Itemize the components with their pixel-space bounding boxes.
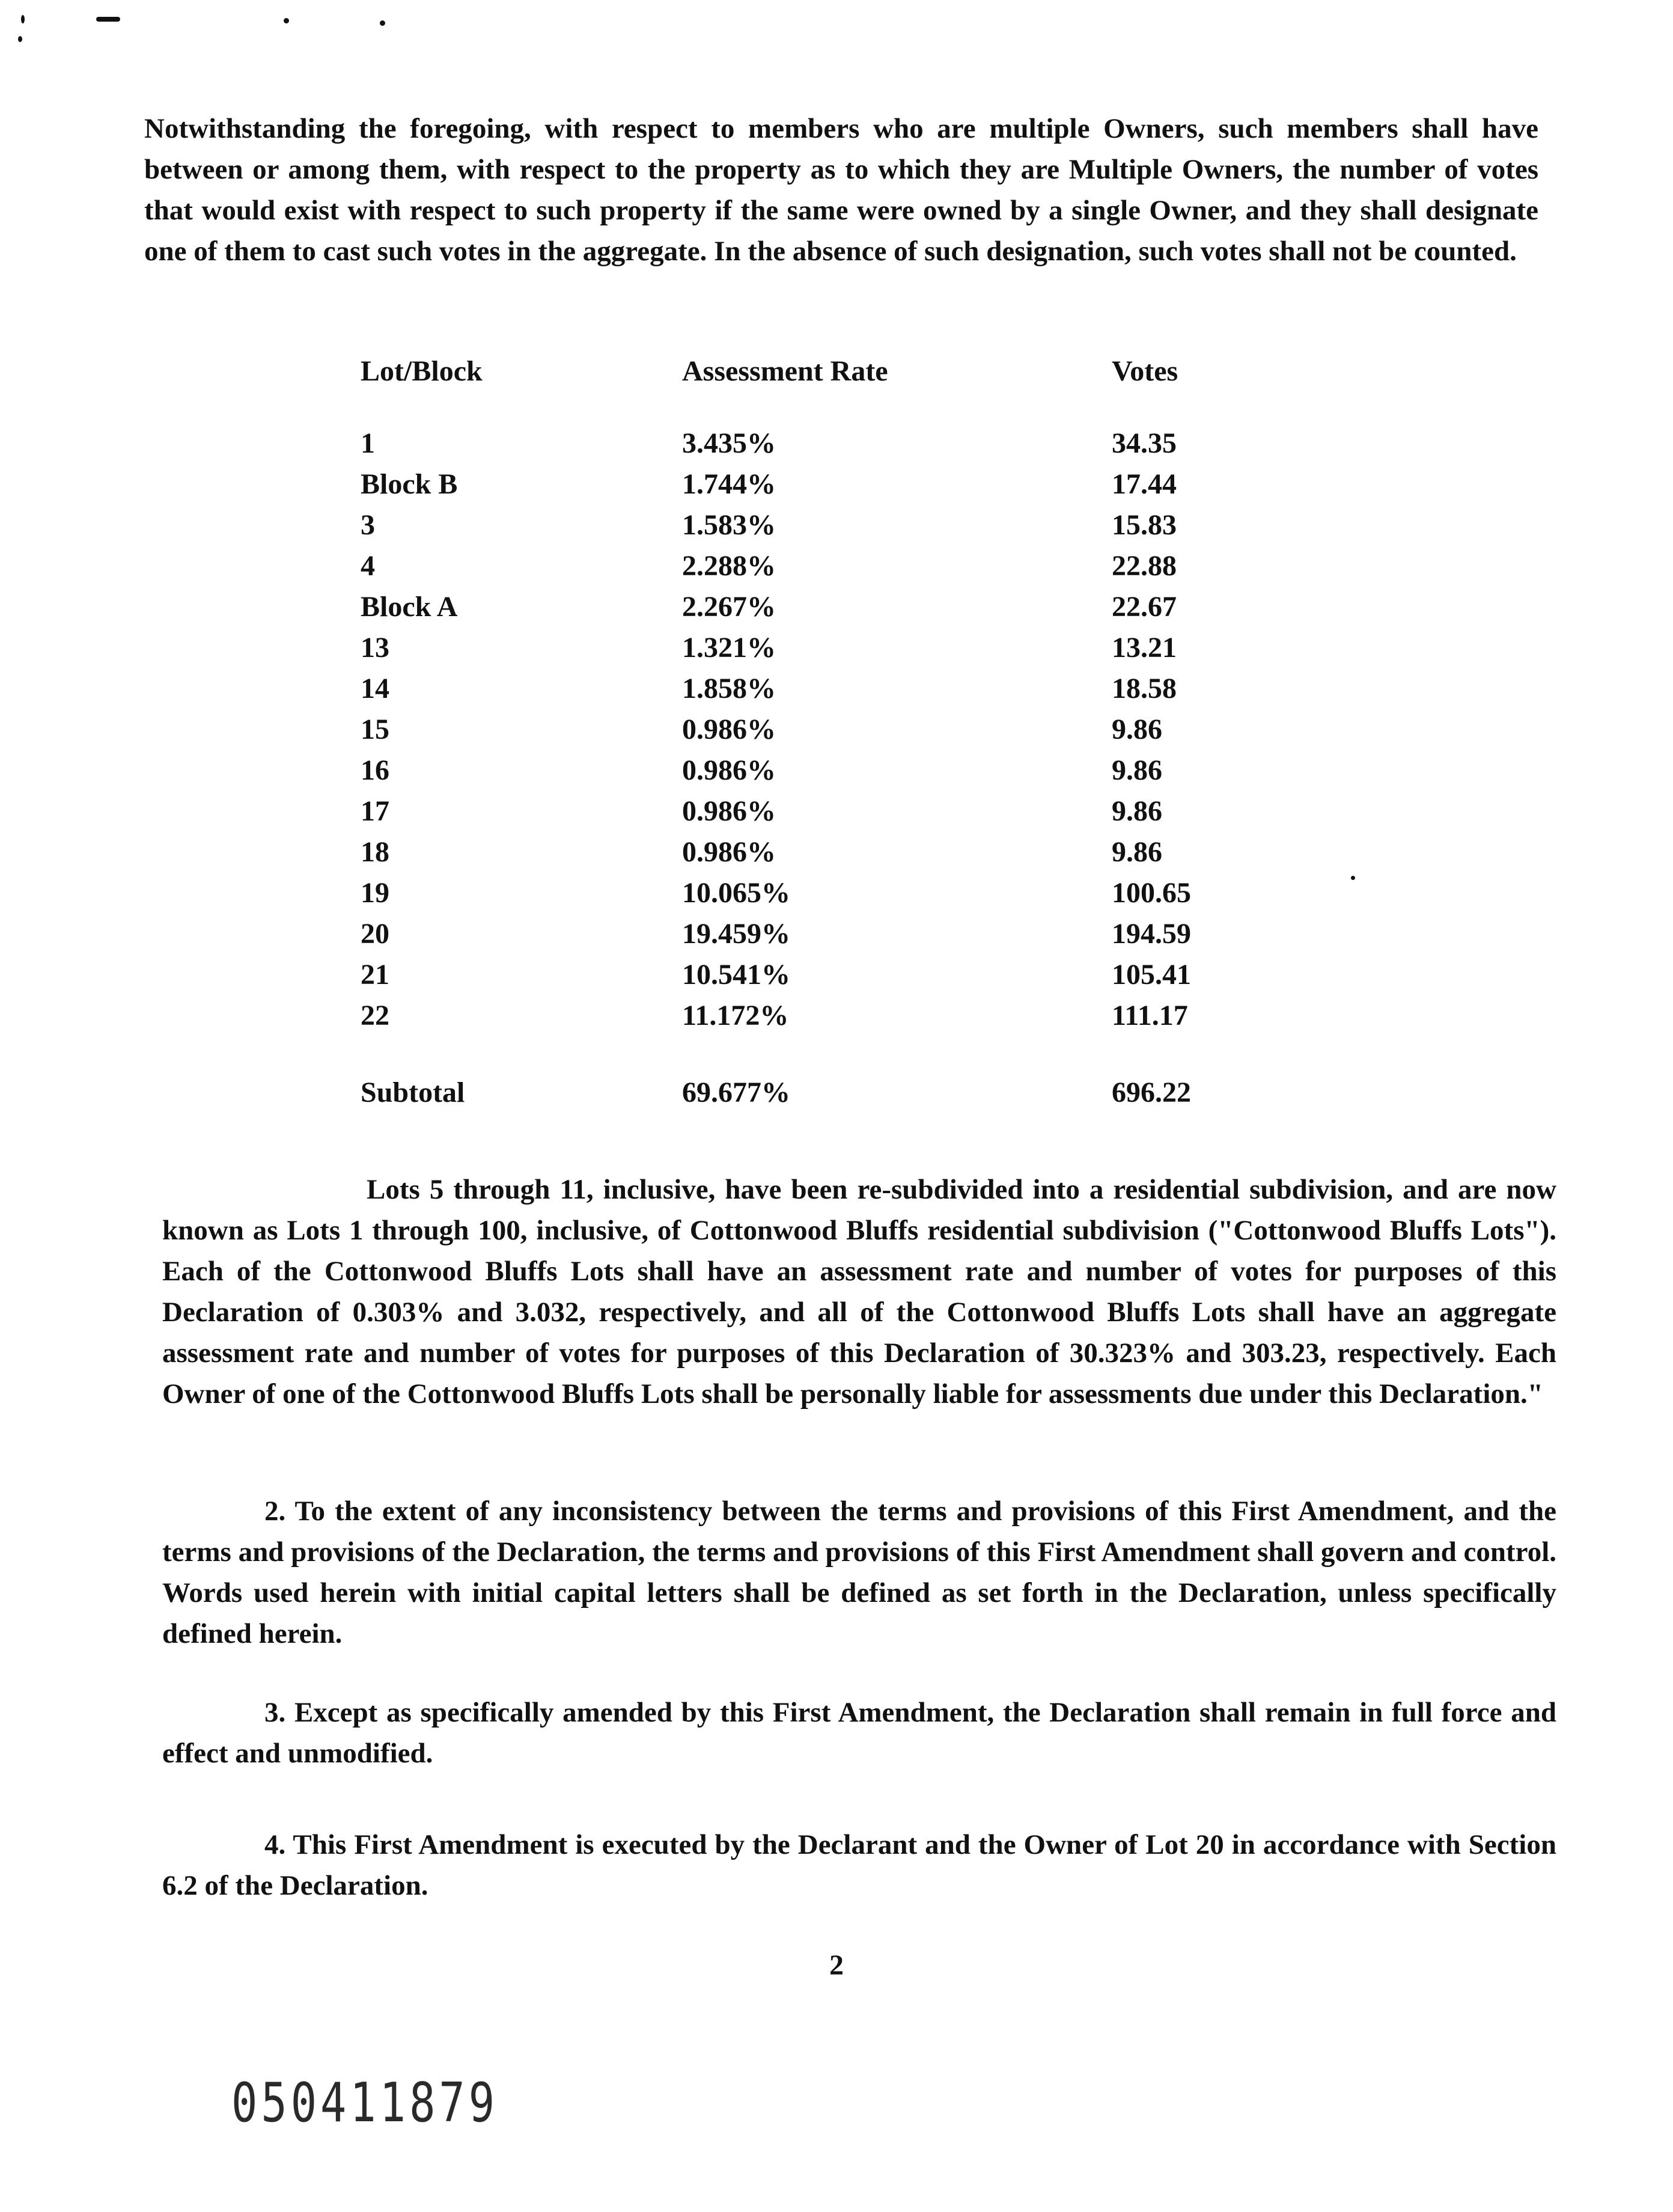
rate-cell: 0.986% [682,713,776,745]
votes-cell: 34.35 [1112,427,1177,459]
section-2-paragraph: 2. To the extent of any inconsistency between the terms and provisions of this First Amendment, and the terms and provisions of the Declaration, the terms and provisions of this First Amendment shall govern and control. Words used herein with initial capital letters shall be defined as set forth in the Declaration, unless specifically defined herein. [162,1496,1557,1649]
rate-cell: 2.288% [682,550,776,582]
lot-cell: 17 [361,795,389,827]
table-spacer [361,1040,1262,1076]
rate-cell: 1.583% [682,509,776,541]
votes-cell: 9.86 [1112,754,1162,786]
table-row [361,672,1262,713]
assessment-table [361,355,1262,1117]
rate-cell: 10.065% [682,877,790,909]
table-row [361,836,1262,876]
votes-cell: 100.65 [1112,877,1191,909]
lot-cell: 21 [361,959,389,991]
votes-cell: 13.21 [1112,632,1177,664]
document-stamp-number: 050411879 [231,2071,499,2134]
votes-cell: 111.17 [1112,1000,1188,1031]
rate-cell: 0.986% [682,754,776,786]
lot-cell: 13 [361,632,389,664]
lot-cell: 3 [361,509,375,541]
scan-speck [284,18,289,23]
scan-speck [1351,876,1355,880]
section-3-paragraph: 3. Except as specifically amended by this First Amendment, the Declaration shall remain in full force and effect and unmodified. [162,1697,1556,1769]
scan-speck [96,17,120,22]
scan-speck [380,20,385,26]
lot-cell: 20 [361,918,389,950]
lot-cell: 18 [361,836,389,868]
header-votes: Votes [1112,355,1178,387]
voting-paragraph: Notwithstanding the foregoing, with respect to members who are multiple Owners, such members shall have between or among them, with respect to the property as to which they are Multiple Owners, the number of votes that would exist with respect to such property if the same were owned by a single Owner, and they shall designate one of them to cast such votes in the aggregate. In the absence of such designation, such votes shall not be counted. [144,113,1538,267]
table-row [361,427,1262,468]
header-lot-block: Lot/Block [361,355,483,387]
rate-cell: 10.541% [682,959,790,991]
scan-speck [18,36,22,42]
table-row [361,509,1262,549]
votes-cell: 9.86 [1112,713,1162,745]
table-row [361,917,1262,958]
header-assessment-rate: Assessment Rate [682,355,888,387]
lot-cell: 14 [361,673,389,704]
rate-cell: 1.744% [682,468,776,500]
votes-cell: 105.41 [1112,959,1191,991]
lot-cell: 22 [361,1000,389,1031]
rate-cell: 3.435% [682,427,776,459]
votes-cell: 194.59 [1112,918,1191,950]
subtotal-row [361,1076,1262,1117]
table-row [361,754,1262,795]
rate-cell: 0.986% [682,836,776,868]
votes-cell: 18.58 [1112,673,1177,704]
rate-cell: 2.267% [682,591,776,623]
rate-cell: 1.321% [682,632,776,664]
table-row [361,631,1262,672]
table-row [361,713,1262,754]
lot-cell: 19 [361,877,389,909]
votes-cell: 17.44 [1112,468,1177,500]
table-row [361,999,1262,1040]
subtotal-rate: 69.677% [682,1077,790,1108]
table-header-row [361,355,1262,427]
table-row [361,795,1262,836]
table-row [361,876,1262,917]
table-row [361,468,1262,509]
scan-speck [21,15,25,23]
votes-cell: 9.86 [1112,795,1162,827]
cottonwood-bluffs-paragraph: Lots 5 through 11, inclusive, have been re-subdivided into a residential subdivision, and are now known as Lots 1 through 100, inclusive, of Cottonwood Bluffs residential subdivision ("Cottonwood Bluffs Lots"). Each of the Cottonwood Bluffs Lots shall have an assessment rate and number of votes for purposes of this Declaration of 0.303% and 3.032, respectively, and all of the Cottonwood Bluffs Lots shall have an aggregate assessment rate and number of votes for purposes of this Declaration of 30.323% and 303.23, respectively. Each Owner of one of the Cottonwood Bluffs Lots shall be personally liable for assessments due under this Declaration." [162,1174,1556,1410]
subtotal-votes: 696.22 [1112,1077,1191,1108]
page-number: 2 [829,1949,844,1981]
rate-cell: 1.858% [682,673,776,704]
rate-cell: 19.459% [682,918,790,950]
lot-cell: Block B [361,468,458,500]
table-row [361,549,1262,590]
section-4-paragraph: 4. This First Amendment is executed by the Declarant and the Owner of Lot 20 in accordance with Section 6.2 of the Declaration. [162,1829,1556,1901]
lot-cell: 16 [361,754,389,786]
votes-cell: 9.86 [1112,836,1162,868]
table-row [361,958,1262,999]
subtotal-label: Subtotal [361,1077,465,1108]
votes-cell: 22.67 [1112,591,1177,623]
table-row [361,590,1262,631]
rate-cell: 0.986% [682,795,776,827]
rate-cell: 11.172% [682,1000,789,1031]
lot-cell: 1 [361,427,375,459]
lot-cell: 4 [361,550,375,582]
votes-cell: 15.83 [1112,509,1177,541]
votes-cell: 22.88 [1112,550,1177,582]
lot-cell: Block A [361,591,458,623]
lot-cell: 15 [361,713,389,745]
